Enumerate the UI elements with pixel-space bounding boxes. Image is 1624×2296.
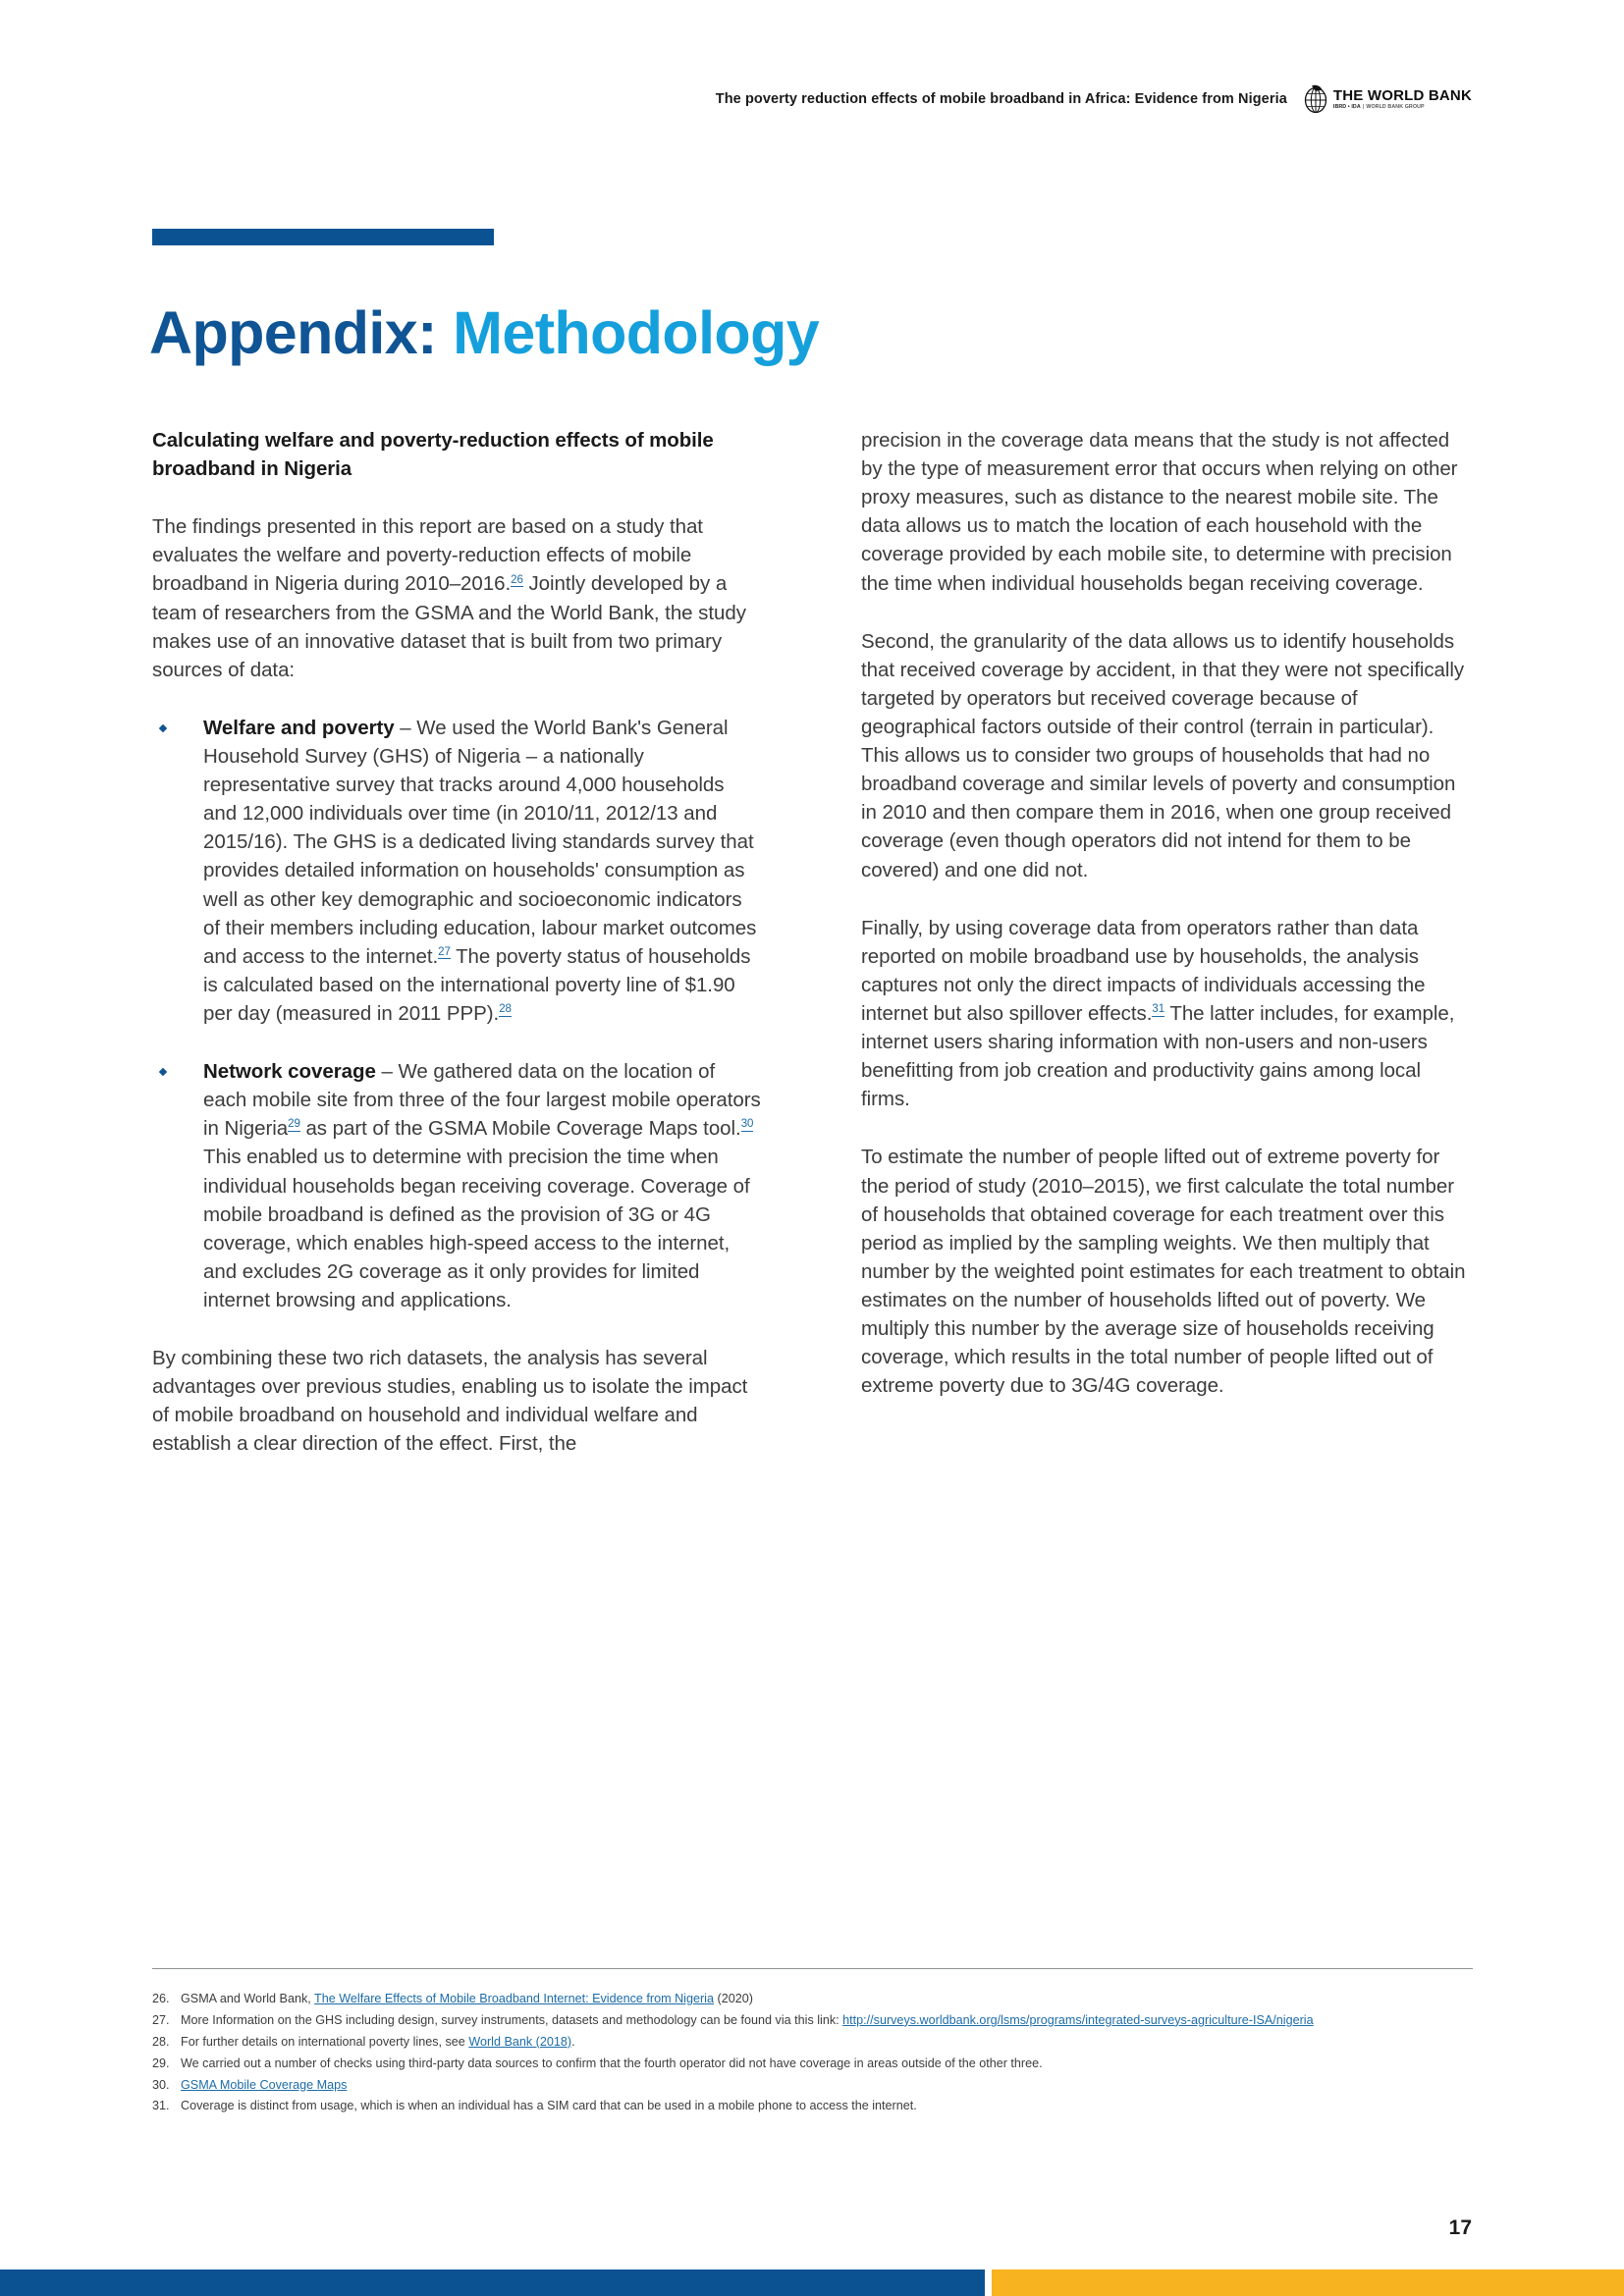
footnote-number: 27.: [152, 2012, 170, 2027]
footnote-30-link[interactable]: GSMA Mobile Coverage Maps: [181, 2077, 348, 2092]
world-bank-sub-right: WORLD BANK GROUP: [1366, 104, 1425, 111]
footnote-27-pre: More Information on the GHS including design, survey instruments, datasets and methodology can be found via this link:: [181, 2012, 843, 2027]
footer-bar-blue: [0, 2269, 985, 2296]
paragraph-findings-b: Jointly developed by a team of researchers from the GSMA and the World Bank, the study makes use of an innovative dataset that is built from two primary sources of data:: [152, 572, 746, 681]
paragraph-combining-datasets: By combining these two rich datasets, the analysis has several advantages over previous studies, enabling us to isolate the impact of mobile broadband on household and individual welfare and establish a clear direction of the effect. First, the: [152, 1347, 748, 1456]
bullet-lead-network-coverage: Network coverage: [203, 1060, 376, 1084]
footnote-number: 28.: [152, 2034, 170, 2049]
footnote-26-post: (2020): [714, 1992, 753, 2005]
running-header-title: The poverty reduction effects of mobile broadband in Africa: Evidence from Nigeria: [715, 91, 1287, 107]
title-rule: [152, 229, 494, 245]
bullet-welfare-text-b: The poverty status of households is calculated based on the international poverty line of $1.90 per day (measured in 2011 PPP).: [203, 944, 751, 1025]
left-column: [152, 426, 763, 1459]
paragraph-finally-b: The latter includes, for example, internet users sharing information with non-users and non-users benefitting from job creation and productivity gains among local firms.: [861, 1001, 1455, 1111]
body-columns: [152, 426, 1473, 1459]
footnote-number: 29.: [152, 2056, 170, 2070]
footnote-text: Coverage is distinct from usage, which is when an individual has a SIM card that can be used in a mobile phone to access the internet.: [181, 2099, 917, 2113]
footnote-ref-29[interactable]: 29: [288, 1118, 300, 1131]
paragraph-findings-a: The findings presented in this report are based on a study that evaluates the welfare and poverty-reduction effects of mobile broadband in Nigeria during 2010–2016.: [152, 515, 703, 596]
footnotes-list: [152, 1989, 1478, 2117]
world-bank-subline: [1333, 105, 1472, 110]
page-title: [149, 298, 820, 366]
paragraph-precision: precision in the coverage data means that the study is not affected by the type of measurement error that occurs when relying on other proxy measures, such as distance to the nearest mobile site. The data allows us to match the location of each household with the coverage provided by each mobile site, to determine with precision the time when individual households began receiving coverage.: [861, 429, 1458, 595]
paragraph-finally: [861, 914, 1472, 1114]
footnote-text: [181, 2075, 1478, 2095]
world-bank-name: THE WORLD BANK: [1332, 86, 1472, 104]
paragraph-finally-a: Finally, by using coverage data from operators rather than data reported on mobile broadband use by households, the analysis captures not only the direct impacts of individuals accessing the internet but also spillover effects.: [861, 916, 1426, 1025]
footnote-text: [181, 2032, 1478, 2052]
data-sources-list: [152, 714, 763, 1314]
footnote-text: We carried out a number of checks using third-party data sources to confirm that the fourth operator did not have coverage in areas outside of the other three.: [181, 2056, 1043, 2070]
page-header: [716, 84, 1472, 114]
footnote-ref-28[interactable]: 28: [499, 1003, 512, 1016]
bullet-network-text-a: – We gathered data on the location of each mobile site from three of the four largest mobile operators in Nigeria: [203, 1060, 761, 1141]
footer-bar-orange: [992, 2269, 1624, 2296]
section-heading: Calculating welfare and poverty-reduction effects of mobile broadband in Nigeria: [152, 429, 714, 481]
page-title-part-appendix: Appendix:: [149, 298, 437, 366]
bullet-network-text-c: This enabled us to determine with precision the time when individual households began receiving coverage. Coverage of mobile broadband is defined as the provision of 3G or 4G coverage, which enables high-speed access to the internet, and excludes 2G coverage as it only provides for limited internet browsing and applications.: [203, 1146, 750, 1311]
footnote-item-28: [152, 2032, 1478, 2052]
bullet-welfare-text-a: – We used the World Bank's General Household Survey (GHS) of Nigeria – a nationally representative survey that tracks around 4,000 households and 12,000 individuals over time (in 2010/11, 2012/13 and 2015/16). The GHS is a dedicated living standards survey that provides detailed information on households' consumption as well as other key demographic and socioeconomic indicators of their members including education, labour market outcomes and access to the internet.: [203, 716, 757, 968]
footnote-28-pre: For further details on international poverty lines, see: [181, 2034, 469, 2049]
bullet-network-text-b: as part of the GSMA Mobile Coverage Maps tool.: [299, 1117, 741, 1141]
footnote-item-27: [152, 2010, 1478, 2030]
footnote-item-26: [152, 1989, 1478, 2008]
right-column: [861, 426, 1472, 1459]
footnote-text: [181, 1989, 1478, 2008]
list-item: [152, 1057, 763, 1314]
footnote-item-30: [152, 2075, 1478, 2095]
footnote-ref-31[interactable]: 31: [1152, 1003, 1165, 1016]
footnote-ref-30[interactable]: 30: [740, 1118, 754, 1131]
footnote-26-pre: GSMA and World Bank,: [181, 1992, 315, 2005]
footnote-27-link[interactable]: http://surveys.worldbank.org/lsms/programs/integrated-surveys-agriculture-ISA/nigeria: [842, 2012, 1314, 2027]
footnote-26-link[interactable]: The Welfare Effects of Mobile Broadband Internet: Evidence from Nigeria: [314, 1992, 714, 2005]
footnote-text: [181, 2010, 1478, 2030]
footnote-number: 31.: [152, 2099, 170, 2113]
page-number: 17: [1448, 2216, 1472, 2239]
footnote-item-31: [152, 2096, 1478, 2115]
world-bank-sub-divider: |: [1362, 104, 1365, 111]
page-title-part-methodology: Methodology: [453, 298, 820, 366]
paragraph-granularity: Second, the granularity of the data allows us to identify households that received coverage by accident, in that they were not specifically targeted by operators but received coverage because of geographical factors outside of their control (terrain in particular). This allows us to consider two groups of households that had no broadband coverage and similar levels of poverty and consumption in 2010 and then compare them in 2016, when one group received coverage (even though operators did not intend for them to be covered) and one did not.: [861, 629, 1465, 881]
footnote-28-post: .: [571, 2034, 575, 2049]
footnote-number: 26.: [152, 1992, 170, 2005]
footnote-ref-27[interactable]: 27: [438, 945, 451, 958]
world-bank-logo: [1303, 84, 1472, 114]
list-item: [152, 714, 763, 1028]
bullet-lead-welfare-poverty: Welfare and poverty: [203, 716, 395, 739]
paragraph-estimation: To estimate the number of people lifted out of extreme poverty for the period of study (2010–2015), we first calculate the total number of households that obtained coverage for each treatment over this period as implied by the sampling weights. We then multiply that number by the weighted point estimates for each treatment to obtain estimates on the number of households lifted out of poverty. We multiply this number by the average size of households receiving coverage, which results in the total number of people lifted out of extreme poverty due to 3G/4G coverage.: [861, 1146, 1466, 1398]
world-bank-sub-left: IBRD • IDA: [1332, 104, 1361, 111]
footnote-number: 30.: [152, 2077, 170, 2092]
footnote-28-link[interactable]: World Bank (2018): [468, 2034, 572, 2049]
footnote-ref-26[interactable]: 26: [511, 573, 523, 586]
paragraph-findings: [152, 512, 763, 684]
footnote-divider: [152, 1968, 1473, 1969]
globe-icon: [1303, 84, 1328, 114]
footnote-item-29: [152, 2054, 1478, 2073]
